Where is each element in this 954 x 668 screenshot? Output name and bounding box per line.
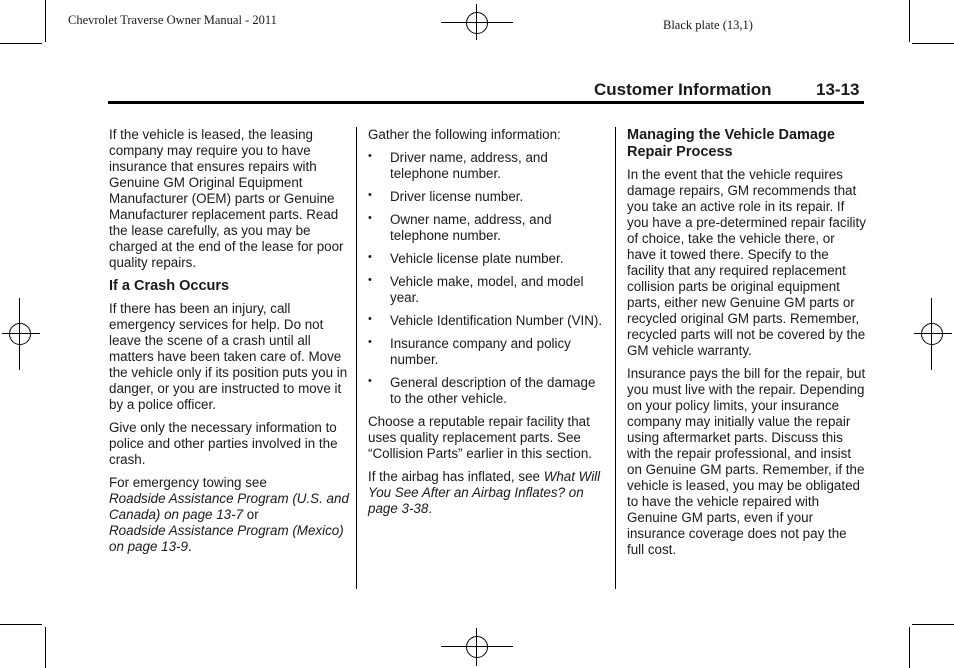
manual-title: Chevrolet Traverse Owner Manual - 2011 [68,13,277,27]
bullet-icon: • [368,375,372,387]
crop-mark [0,624,42,625]
damage-repair-heading: Managing the Vehicle Damage Repair Process [627,127,835,160]
bullet-icon: • [368,189,372,201]
header-rule [108,101,864,104]
gather-intro: Gather the following information: [368,127,561,142]
section-title: Customer Information [594,80,772,99]
lease-paragraph: If the vehicle is leased, the leasing company may require you to have insurance that ensures repairs with Genuine GM Original Equipment Manufacturer (OEM) parts or Genuine Manufacturer replacement parts. Read the lease carefully, as you may be charged at the end of the lease for poor quality repairs. [109,127,344,270]
registration-circle [466,12,488,34]
column-2 [368,127,606,524]
list-item: • General description of the damage to the other vehicle. [368,375,596,406]
airbag-period: . [428,501,433,516]
crash-paragraph: If there has been an injury, call emergency services for help. Do not leave the scene of a crash until all matters have been taken care of. Move the vehicle only if its position puts you in danger, or you are instructed to move it by a police officer. [109,301,348,412]
list-item: • Vehicle Identification Number (VIN). [368,313,603,328]
list-item: • Driver license number. [368,189,524,204]
airbag-prefix: If the airbag has inflated, see [368,469,540,484]
crop-mark [912,624,954,625]
bullet-icon: • [368,274,372,286]
bullet-icon: • [368,150,372,162]
column-1 [109,127,349,562]
towing-or: or [246,507,259,522]
crash-heading: If a Crash Occurs [109,278,230,294]
column-divider [356,127,357,589]
repair-process-paragraph: In the event that the vehicle requires damage repairs, GM recommends that you take an active role in its repair. If you have a pre-determined repair facility of choice, take the vehicle there, or have it towed there. Specify to the facility that any required replacement collision parts be original equipment parts, either new Genuine GM parts or recycled original GM parts. Remember, recycled parts will not be covered by the GM vehicle warranty. [627,167,866,358]
registration-circle [466,636,488,658]
bullet-icon: • [368,251,372,263]
towing-reference-us[interactable]: Roadside Assistance Program (U.S. and Canada) on page 13-7 [109,491,349,522]
crop-mark [912,43,954,44]
list-item: • Insurance company and policy number. [368,336,571,367]
crop-mark [909,0,910,42]
towing-prefix: For emergency towing see [109,475,267,490]
repair-facility-paragraph: Choose a reputable repair facility that uses quality replacement parts. See “Collision Parts” earlier in this section. [368,414,592,461]
bullet-icon: • [368,212,372,224]
towing-period: . [187,539,192,554]
crop-mark [909,627,910,668]
information-list [368,150,606,407]
registration-circle [9,323,31,345]
towing-paragraph [109,475,349,555]
information-paragraph: Give only the necessary information to police and other parties involved in the crash. [109,420,338,467]
list-item: • Owner name, address, and telephone number. [368,212,552,243]
bullet-icon: • [368,313,372,325]
registration-circle [921,323,943,345]
insurance-paragraph: Insurance pays the bill for the repair, but you must live with the repair. Depending on your policy limits, your insurance company may initially value the repair using aftermarket parts. Discuss this with the repair professional, and insist on Genuine GM parts. Remember, if the vehicle is leased, you may be obligated to have the vehicle repaired with Genuine GM parts, even if your insurance coverage does not pay the full cost. [627,366,866,557]
airbag-paragraph [368,469,606,517]
list-item: • Vehicle license plate number. [368,251,564,266]
crop-mark [45,0,46,42]
crop-mark [45,627,46,668]
column-divider [615,127,616,589]
column-3 [627,127,867,565]
list-item: • Vehicle make, model, and model year. [368,274,584,305]
towing-reference-mexico[interactable]: Roadside Assistance Program (Mexico) on page 13-9 [109,523,344,554]
page-number: 13-13 [816,80,860,99]
plate-label: Black plate (13,1) [663,18,753,32]
list-item: • Driver name, address, and telephone number. [368,150,548,181]
airbag-reference[interactable]: What Will You See After an Airbag Inflates? on page 3-38 [368,469,601,516]
bullet-icon: • [368,336,372,348]
crop-mark [0,43,42,44]
